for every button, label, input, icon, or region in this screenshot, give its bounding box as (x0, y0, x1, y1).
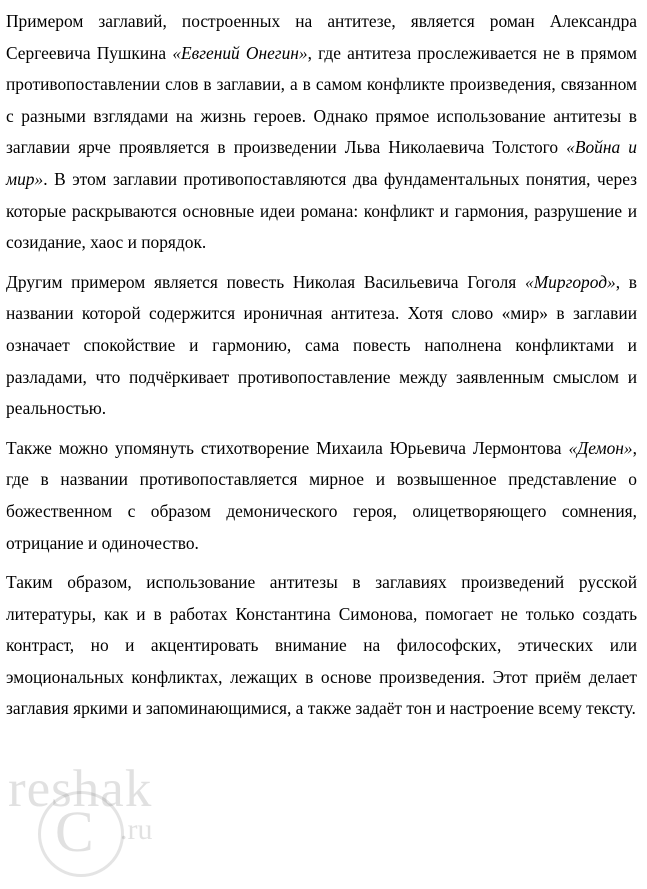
title-emphasis: «Демон» (568, 437, 633, 458)
paragraph-4: Таким образом, использование антитезы в заглавиях произведений русской литературы, как и в работах Константина Симонова, помогает не только создать контраст, но и акцентировать внимание на философских, этических или эмоциональных конфликтах, лежащих в основе произведения. Этот приём делает заглавия яркими и запоминающимися, а также задаёт тон и настроение всему тексту. (6, 572, 637, 719)
paragraph-3: Также можно упомянуть стихотворение Михаила Юрьевича Лермонтова «Демон», где в названии противопоставляется мирное и возвышенное представление о божественном с образом демонического героя, олицетворяющего сомнения, отрицание и одиночество. (6, 437, 637, 553)
paragraph-1: Примером заглавий, построенных на антитезе, является роман Александра Сергеевича Пушкина «Евгений Онегин», где антитеза прослеживается не в прямом противопоставлении слов в заглавии, а в самом конфликте произведения, связанном с разными взглядами на жизнь героев. Однако прямое использование антитезы в заглавии ярче проявляется в произведении Льва Николаевича Толстого «Война и мир». В этом заглавии противопоставляются два фундаментальных понятия, через которые раскрываются основные идеи романа: конфликт и гармония, разрушение и созидание, хаос и порядок. (6, 11, 637, 253)
title-emphasis: «Евгений Онегин» (172, 42, 308, 63)
paragraph-2: Другим примером является повесть Николая Васильевича Гоголя «Миргород», в названии которой содержится ироничная антитеза. Хотя слово «мир» в заглавии означает спокойствие и гармонию, сама повесть наполнена конфликтами и разладами, что подчёркивает противопоставление между заявленным смыслом и реальностью. (6, 271, 637, 419)
watermark-letter: C (55, 799, 94, 864)
title-emphasis: «Война и мир» (6, 137, 637, 189)
title-emphasis: «Миргород» (525, 271, 616, 292)
watermark-suffix: .ru (120, 813, 153, 846)
watermark-text: reshak (8, 760, 153, 818)
